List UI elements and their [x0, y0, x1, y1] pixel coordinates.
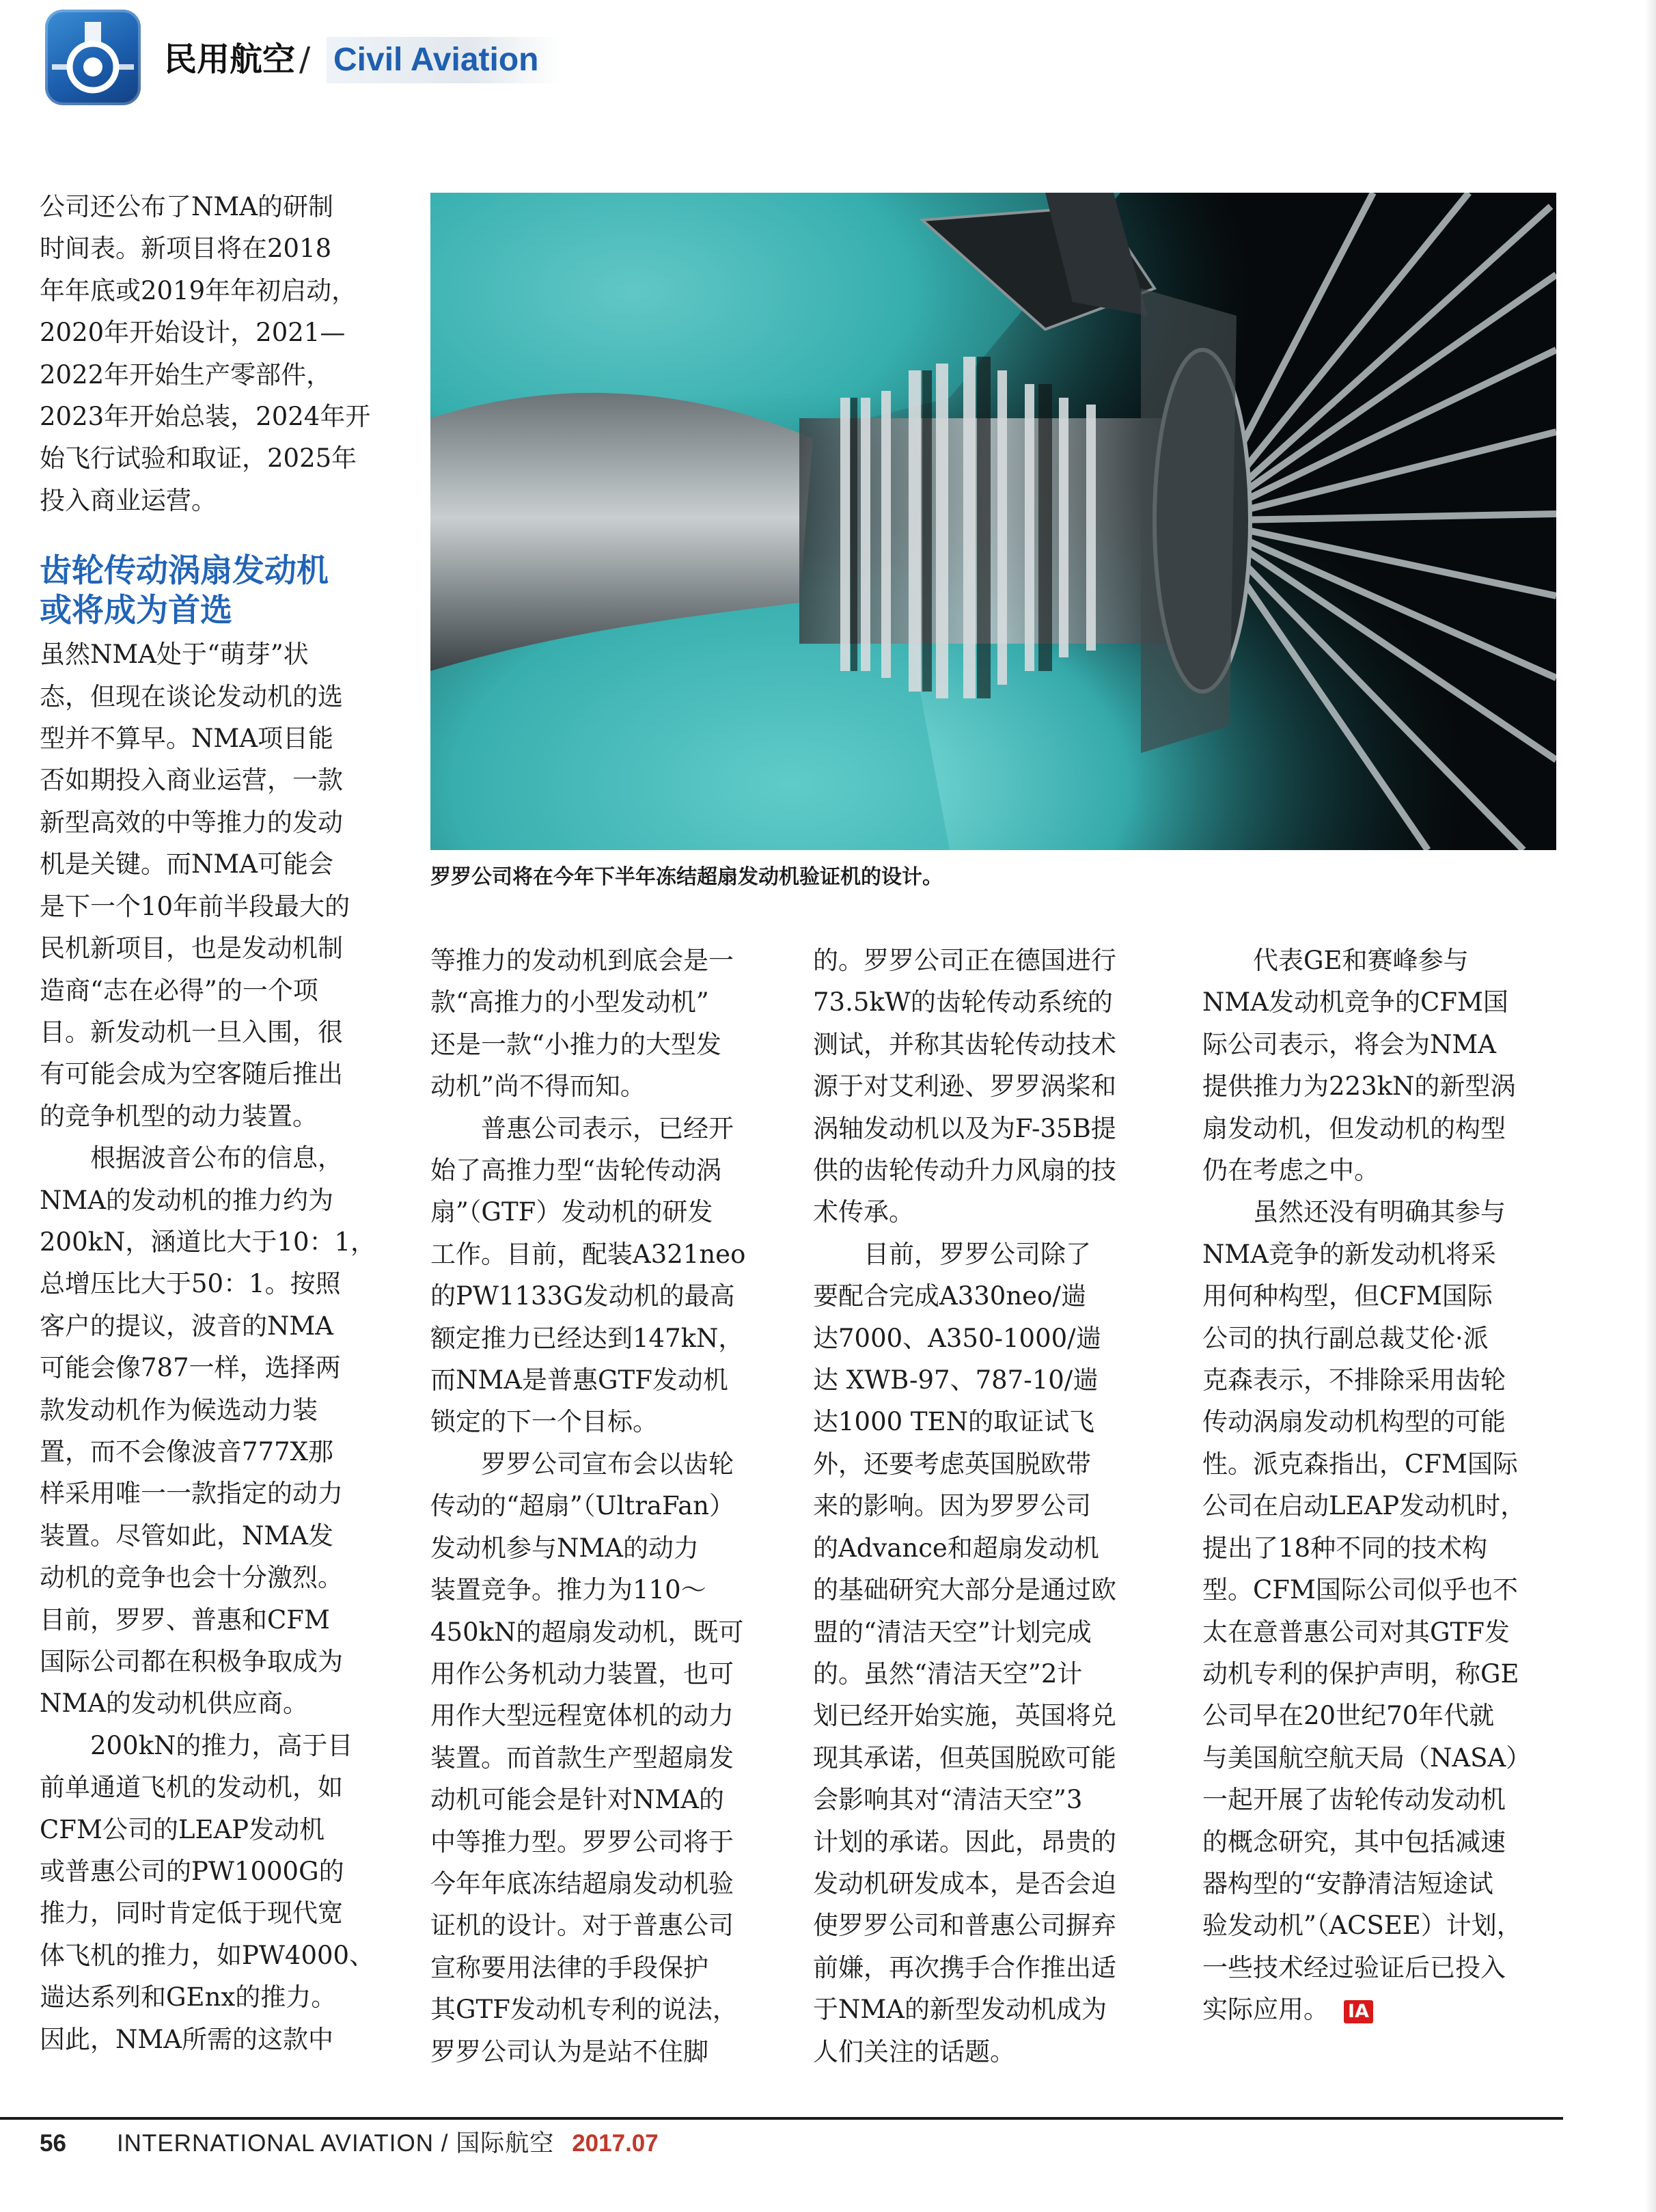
magazine-logo-icon	[45, 10, 141, 105]
col2-paragraph-1: 的。罗罗公司正在德国进行 73.5kW的齿轮传动系统的 测试，并称其齿轮传动技术 源于对艾利逊、罗罗涡桨和 涡轴发动机以及为F-35B提 供的齿轮传动升力风扇的技 术传承。	[813, 946, 1116, 1227]
section-heading: 齿轮传动涡扇发动机 或将成为首选	[40, 552, 329, 630]
column-1	[430, 940, 775, 2073]
issue-date: 2017.07	[572, 2130, 659, 2157]
column-2	[813, 940, 1163, 2073]
left-paragraph-2: 根据波音公布的信息， NMA的发动机的推力约为 200kN，涵道比大于10：1， 总增压比大于50：1。按照 客户的提议，波音的NMA 可能会像787一样，选择两 款发动机作为候选动力装 置，而不会像波音777X那 样采用唯一一款指定的动力 装置。尽管如此，NMA发 动机的竞争也会十分激烈。 目前，罗罗、普惠和CFM 国际公司都在积极争取成为 NMA的发动机供应商。	[40, 1143, 376, 1719]
left-paragraph-3: 200kN的推力，高于目 前单通道飞机的发动机，如 CFM公司的LEAP发动机 或普惠公司的PW1000G的 推力，同时肯定低于现代宽 体飞机的推力，如PW4000、 遄达系列和GEnx的推力。 因此，NMA所需的这款中	[40, 1730, 375, 2054]
footer-rule	[0, 2117, 1563, 2120]
column-3	[1202, 940, 1558, 2031]
col3-paragraph-2: 虽然还没有明确其参与 NMA竞争的新发动机将采 用何种构型，但CFM国际 公司的执行副总裁艾伦·派 克森表示，不排除采用齿轮 传动涡扇发动机构型的可能 性。派克森指出，CFM国际 公司在启动LEAP发动机时， 提出了18种不同的技术构 型。CFM国际公司似乎也不 太在意普惠公司对其GTF发 动机专利的保护声明，称GE 公司早在20世纪70年代就 与美国航空航天局（NASA） 一起开展了齿轮传动发动机 的概念研究，其中包括减速 器构型的“安静清洁短途试 验发动机”（ACSEE）计划， 一些技术经过验证后已投入	[1202, 1197, 1532, 1982]
left-column	[40, 186, 389, 2060]
col2-paragraph-2: 目前，罗罗公司除了 要配合完成A330neo/遄 达7000、A350-1000/遄 达 XWB-97、787-10/遄 达1000 TEN的取证试飞 外，还要考虑英国脱欧带 来的影响。因为罗罗公司 的Advance和超扇发动机 的基础研究大部分是通过欧 盟的“清洁天空”计划完成 的。虽然“清洁天空”2计 划已经开始实施，英国将兑 现其承诺，但英国脱欧可能 会影响其对“清洁天空”3 计划的承诺。因此，昂贵的 发动机研发成本，是否会迫 使罗罗公司和普惠公司摒弃 前嫌，再次携手合作推出适 于NMA的新型发动机成为 人们关注的话题。	[813, 1239, 1116, 2066]
left-paragraph-1: 虽然NMA处于“萌芽”状 态，但现在谈论发动机的选 型并不算早。NMA项目能 否如期投入商业运营，一款 新型高效的中等推力的发动 机是关键。而NMA可能会 是下一个10年前半段最大的 民机新项目，也是发动机制 造商“志在必得”的一个项 目。新发动机一旦入围，很 有可能会成为空客随后推出 的竞争机型的动力装置。	[40, 640, 350, 1131]
publication-name: INTERNATIONAL AVIATION / 国际航空	[116, 2130, 555, 2157]
engine-photo	[430, 193, 1556, 850]
col3-paragraph-2-end	[1202, 1989, 1558, 2030]
col1-paragraph-2: 普惠公司表示，已经开 始了高推力型“齿轮传动涡 扇”（GTF）发动机的研发 工作。目前，配装A321neo 的PW1133G发动机的最高 额定推力已经达到147kN， 而NMA是普惠GTF发动机 锁定的下一个目标。	[430, 1113, 746, 1437]
col3-paragraph-1: 代表GE和赛峰参与 NMA发动机竞争的CFM国 际公司表示，将会为NMA 提供推力为223kN的新型涡 扇发动机，但发动机的构型 仍在考虑之中。	[1202, 946, 1516, 1186]
section-title	[164, 36, 317, 83]
page-number: 56	[40, 2130, 66, 2157]
section-separator: /	[299, 40, 311, 79]
col3-last-line: 实际应用。	[1202, 1995, 1329, 2025]
figure-caption: 罗罗公司将在今年下半年冻结超扇发动机验证机的设计。	[430, 865, 943, 889]
gear-engine-photo	[430, 193, 1556, 850]
section-title-cn: 民用航空	[164, 40, 296, 79]
section-title-en: Civil Aviation	[327, 37, 562, 83]
end-of-article-badge: IA	[1344, 2000, 1373, 2023]
page-footer	[40, 2127, 659, 2161]
col1-paragraph-3: 罗罗公司宣布会以齿轮 传动的“超扇”（UltraFan） 发动机参与NMA的动力 装置竞争。推力为110～ 450kN的超扇发动机，既可 用作公务机动力装置，也可 用作大型远程宽体机的动力 装置。而首款生产型超扇发 动机可能会是针对NMA的 中等推力型。罗罗公司将于 今年年底冻结超扇发动机验 证机的设计。对于普惠公司 宣称要用法律的手段保护 其GTF发动机专利的说法， 罗罗公司认为是站不住脚	[430, 1449, 744, 2066]
scan-edge	[1645, 0, 1656, 2212]
intro-paragraph: 公司还公布了NMA的研制 时间表。新项目将在2018 年年底或2019年年初启动， 2020年开始设计，2021— 2022年开始生产零部件， 2023年开始总装，2024年开 始飞行试验和取证，2025年 投入商业运营。	[40, 192, 371, 515]
col1-paragraph-1: 等推力的发动机到底会是一 款“高推力的小型发动机” 还是一款“小推力的大型发 动机”尚不得而知。	[430, 946, 734, 1102]
